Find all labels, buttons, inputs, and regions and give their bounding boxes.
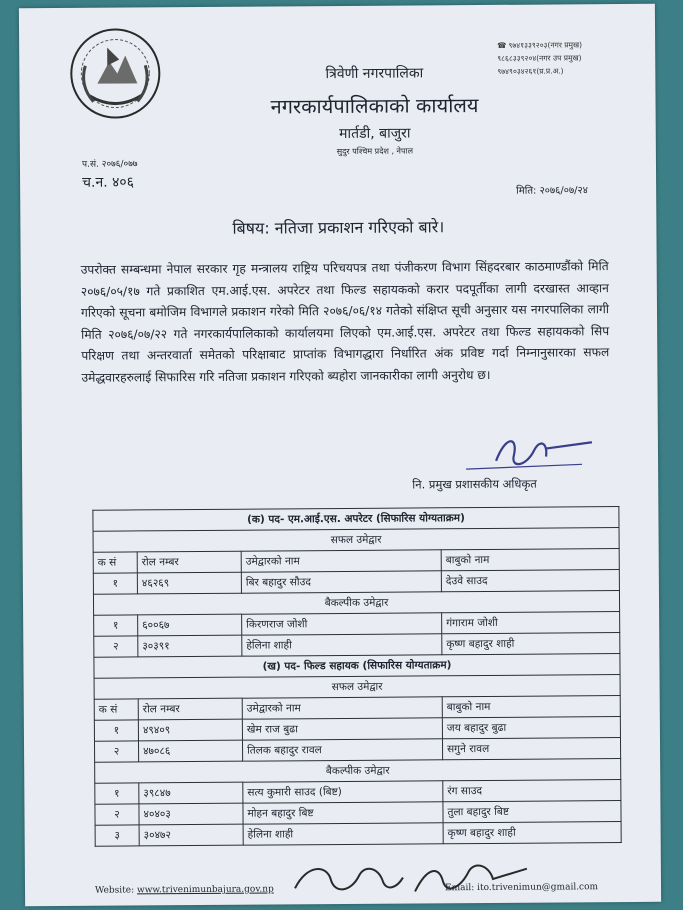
footer-signature-mark <box>287 858 407 903</box>
candidate-name: किरणराज जोशी <box>242 613 442 635</box>
section-title: (क) पद- एम.आई.एस. अपरेटर (सिफारिस योग्यताक्रम) <box>93 507 619 532</box>
serial-number: २ <box>94 636 138 657</box>
roll-number: ३९८४७ <box>139 782 243 804</box>
letter-date: मिति: २०७६/०७/२४ <box>516 185 588 197</box>
serial-number: १ <box>94 615 138 636</box>
results-table <box>92 506 621 847</box>
col-sn-header: क सं <box>94 699 138 720</box>
col-father-header: बाबुको नाम <box>441 549 619 571</box>
father-name: कृष्ण बहादुर शाही <box>442 633 620 655</box>
father-name: रंग साउद <box>443 780 621 802</box>
col-name-header: उमेद्वारको नाम <box>242 697 442 719</box>
footer-signature-mark <box>409 857 529 902</box>
nepal-emblem-icon <box>67 25 164 122</box>
group-label: बैकल्पीक उमेद्वार <box>93 591 619 616</box>
father-name: कृष्ण बहादुर शाही <box>443 822 621 844</box>
group-label: बैकल्पीक उमेद्वार <box>95 759 621 784</box>
office-place: मार्तडी, बाजुरा <box>339 125 411 142</box>
section-title: (ख) पद- फिल्ड सहायक (सिफारिस योग्यताक्रम) <box>94 654 620 679</box>
office-name: नगरकार्यपालिकाको कार्यालय <box>270 93 479 119</box>
footer-website <box>95 884 274 895</box>
father-name: तुला बहादुर बिष्ट <box>443 801 621 823</box>
serial-number: ३ <box>95 825 139 846</box>
serial-number: २ <box>95 804 139 825</box>
candidate-name: सत्य कुमारी साउद (बिष्ट) <box>243 781 443 803</box>
serial-number: १ <box>94 720 138 741</box>
signatory-role: नि. प्रमुख प्रशासकीय अधिकृत <box>412 476 537 492</box>
website-label: Website: <box>95 885 135 896</box>
candidate-name: तिलक बहादुर रावल <box>242 739 442 761</box>
candidate-name: हेलिना शाही <box>242 634 442 656</box>
ps-number: प.सं. २०७६/०७७ <box>81 159 138 170</box>
province-name: सुदुर पश्चिम प्रदेश , नेपाल <box>336 146 414 157</box>
footer-email[interactable]: Email: ito.trivenimun@gmail.com <box>444 882 599 894</box>
candidate-name: हेलिना शाही <box>243 823 443 845</box>
roll-number: ४०४०३ <box>139 803 243 825</box>
candidate-name: खेम राज बुढा <box>242 718 442 740</box>
table-row <box>95 822 621 847</box>
col-roll-header: रोल नम्बर <box>138 698 242 720</box>
candidate-name: बिर बहादुर सौउद <box>241 571 441 593</box>
father-name: देउवे साउद <box>441 570 619 592</box>
serial-number: १ <box>93 573 137 594</box>
contact-line: ९७४९०३४२६१(प्र.प्र.अ.) <box>497 66 564 76</box>
website-link[interactable]: www.trivenimunbajura.gov.np <box>136 884 274 896</box>
letter-refs <box>82 155 138 191</box>
candidate-name: मोहन बहादुर बिष्ट <box>243 802 443 824</box>
roll-number: ३०३९१ <box>138 635 242 657</box>
roll-number: ४७०८६ <box>138 740 242 762</box>
roll-number: ४६२६९ <box>137 572 241 594</box>
roll-number: ४९४०९ <box>138 719 242 741</box>
letter-page <box>19 4 661 906</box>
father-name: गंगाराम जोशी <box>442 612 620 634</box>
phone-icon: ☎ <box>497 40 507 50</box>
contact-line: ९८६८३३९२०४(नगर उप प्रमुख) <box>497 53 582 63</box>
col-name-header: उमेद्वारको नाम <box>241 550 441 572</box>
col-sn-header: क सं <box>93 552 137 573</box>
serial-number: २ <box>94 741 138 762</box>
group-label: सफल उमेद्वार <box>94 675 620 700</box>
col-father-header: बाबुको नाम <box>442 696 620 718</box>
municipality-name: त्रिवेणी नगरपालिका <box>325 65 424 83</box>
contact-line: ☎ ९७४१३३९२०३(नगर प्रमुख) <box>497 40 583 50</box>
father-name: सगुने रावल <box>442 738 620 760</box>
contact-numbers <box>497 38 657 78</box>
cn-number: च.न. ४०६ <box>82 174 135 191</box>
group-label: सफल उमेद्वार <box>93 528 619 553</box>
roll-number: ३०४७२ <box>139 824 243 846</box>
letter-body: उपरोक्त सम्बन्धमा नेपाल सरकार गृह मन्त्रालय राष्ट्रिय परिचयपत्र तथा पंजीकरण विभाग सिंहदरबार काठमाण्डौंको मिति २०७६/०५/१७ गते प्रकाशित एम.आई.एस. अपरेटर तथा फिल्ड सहायकको करार पदपूर्तीका लागी दरखास्त आव्हान गरिएको सूचना बमोजिम विभागले प्रकाशन गरेको मिति २०७६/०६/१४ गतेको संक्षिप्त सूची अनुसार यस नगरपालिका लागी मिति २०७६/०७/२२ गते नगरकार्यपालिकाको कार्यालयमा लिएको एम.आई.एस. अपरेटर तथा फिल्ड सहायकको सिप परिक्षण तथा अन्तरवार्ता समेतको परिक्षाबाट प्राप्तांक विभागद्धारा निर्धारित अंक प्रविष्ट गर्दा निम्नानुसारका सफल उमेद्धवारहरुलाई सिफारिस गरि नतिजा प्रकाशन गरिएको ब्यहोरा जानकारीका लागी अनुरोध छ। <box>80 259 610 385</box>
father-name: जय बहादुर बुढा <box>442 717 620 739</box>
roll-number: ६००६७ <box>138 614 242 636</box>
letter-subject: बिषय: नतिजा प्रकाशन गरिएको बारे। <box>232 217 445 238</box>
serial-number: १ <box>95 783 139 804</box>
col-roll-header: रोल नम्बर <box>137 551 241 573</box>
